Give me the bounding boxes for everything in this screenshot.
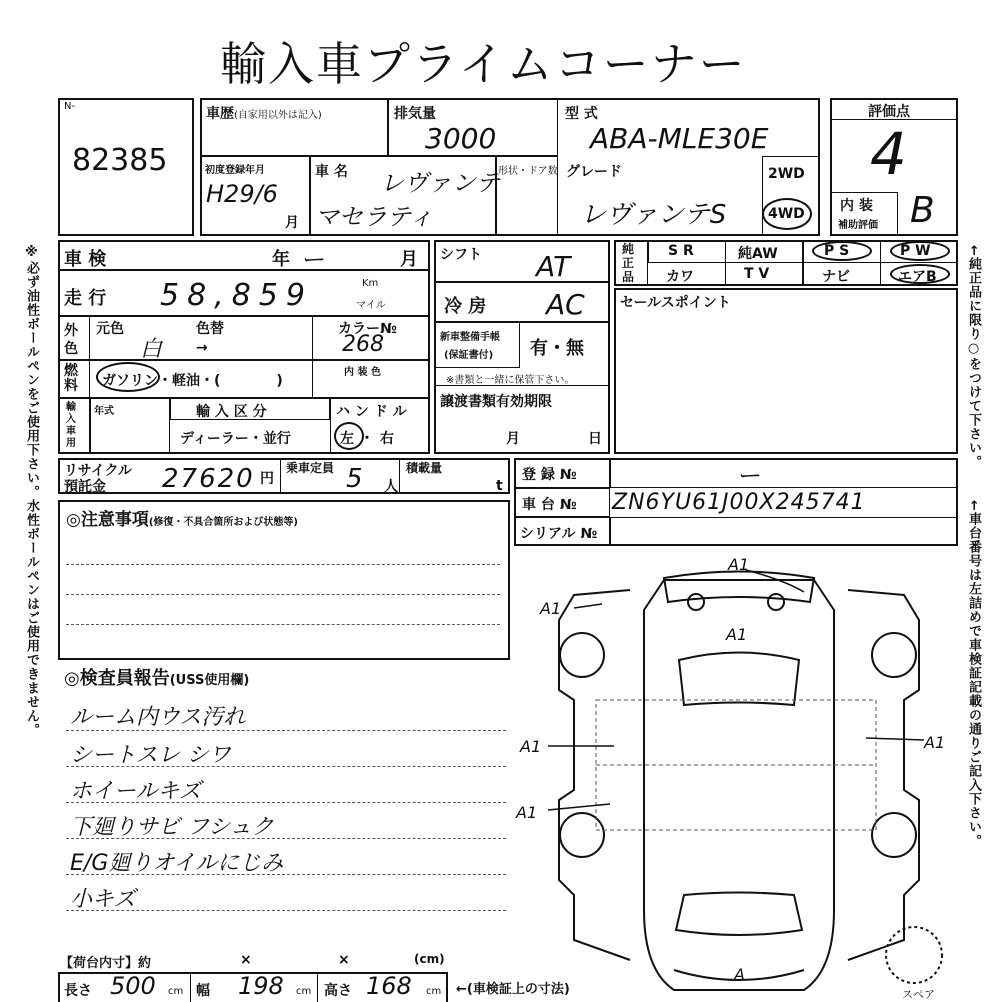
cargo-unit: (cm) [414,952,445,966]
car-name-value-2: マセラティ [315,203,434,231]
spare-label: スペア [902,988,935,1000]
recycle-label-1: リサイクル [64,463,133,479]
height-label: 高さ [324,983,352,999]
import-year-label: 年式 [94,406,114,417]
model-label: 型 式 [565,106,598,122]
sales-point-label: セールスポイント [620,295,731,311]
inspection-label: 車 検 [64,249,107,270]
right-vertical-note-2: ←車台番号は左詰めで車検証記載の通りご記入下さい。 [966,500,981,848]
orig-color-label: 元色 [96,321,124,337]
registration-label: 登 録 № [522,467,577,483]
import-label: 輸入車用 [66,402,76,449]
dims-note: ←(車検証上の寸法) [456,982,570,997]
report-line-3: ホイールキズ [70,779,202,804]
drive-circle [762,198,812,230]
color-arrow: → [196,340,208,356]
equip-aw: 純AW [738,246,778,262]
handle-value: 左・右 [340,431,400,447]
transfer-month: 月 [506,431,520,447]
mileage-unit-km: Km [362,278,379,289]
wheel-front-right [872,633,916,677]
inspection-mark: ー [300,246,324,274]
wheel-rear-left [560,813,604,857]
report-line-5: E/G廻りオイルにじみ [70,851,284,876]
report-line-2: シートスレ シワ [70,743,231,768]
maintenance-value: 有・無 [530,338,584,359]
equipment-label-3: 品 [622,270,635,284]
car-name-label: 車 名 [315,164,348,180]
drive-2wd: 2WD [768,166,805,182]
damage-mark-front-left: A1 [540,599,562,618]
transfer-label: 譲渡書類有効期限 [440,394,552,410]
maintenance-note: ※書類と一緒に保管下さい。 [446,375,575,386]
damage-mark-rear: A [734,965,745,984]
mileage-value: 58,859 [160,278,313,313]
recycle-value: 27620 [162,464,255,494]
fuel-circle [96,362,160,392]
maintenance-label-2: (保証書付) [444,350,494,361]
rear-window [676,893,802,936]
lot-prefix: N- [64,101,76,112]
report-line-6: 小キズ [70,887,136,912]
equip-navi: ナビ [822,269,850,285]
capacity-unit: 人 [384,479,398,495]
handle-circle [334,422,364,450]
registration-value: ー [736,462,760,490]
load-unit: t [496,478,503,494]
score-label: 評価点 [868,104,910,120]
capacity-label: 乗車定員 [286,461,335,475]
first-reg-value: H29/6 [206,180,278,208]
displacement-label: 排気量 [394,106,436,122]
width-unit: cm [296,986,312,997]
import-category-label: 輸 入 区 分 [196,404,267,420]
right-vertical-note-1: ←純正品に限り○をつけて下さい。 [966,245,981,469]
equip-leather: カワ [666,269,694,285]
maintenance-label-1: 新車整備手帳 [440,332,500,343]
report-title: ◎検査員報告(USS使用欄) [64,668,250,689]
spare-tire [886,927,942,983]
damage-mark-left: A1 [520,737,542,756]
capacity-value: 5 [346,464,363,494]
cargo-x2: × [338,952,350,968]
fuel-label: 燃料 [64,363,78,394]
left-vertical-note: ※必ず油性ボールペンをご使用下さい。水性ボールペンはご使用できません。 [24,245,39,737]
color-no-label: カラー№ [338,321,397,337]
wheel-rear-right [872,813,916,857]
serial-label: シリアル № [520,526,598,542]
interior-color-label: 内 装 色 [344,367,381,378]
chassis-label: 車 台 № [522,497,577,513]
interior-score-label-1: 内 装 [840,198,873,214]
front-bumper [664,572,814,603]
handle-label: ハ ン ド ル [336,404,407,420]
score-value: 4 [870,120,907,188]
transfer-day: 日 [588,431,602,447]
fuel-options: ガソリン・軽油・( ) [102,373,283,389]
height-unit: cm [426,986,442,997]
drive-4wd: 4WD [768,206,805,222]
left-side-panel [559,590,630,960]
damage-mark-right: A1 [924,733,946,752]
height-value: 168 [366,972,412,1000]
color-no-value: 268 [342,332,384,357]
width-value: 198 [238,972,284,1000]
equip-tv: T V [744,266,770,282]
right-side-panel [848,590,919,960]
notes-title: ◎注意事項(修復・不具合箇所および状態等) [66,510,298,530]
change-color-label: 色替 [196,321,224,337]
equip-pw-circle [890,241,950,261]
equip-ps-circle [812,241,872,261]
aircon-value: AC [546,288,585,321]
shift-value: AT [536,250,571,283]
first-reg-unit: 月 [285,215,299,231]
equip-airbag-circle [890,264,950,284]
equipment-label-2: 正 [622,256,635,270]
exterior-color-label: 外色 [64,323,78,357]
grade-value: レヴァンテS [580,200,727,230]
cargo-x1: × [240,952,252,968]
equip-sr: S R [668,243,694,259]
shift-label: シフト [440,247,482,263]
equipment-label-1: 純 [622,242,635,256]
windshield [679,653,799,706]
interior-score-value: B [910,190,935,231]
length-value: 500 [110,972,156,1000]
damage-mark-front: A1 [728,555,750,574]
cargo-label: 【荷台内寸】約 [60,956,152,971]
recycle-unit: 円 [260,471,274,487]
width-label: 幅 [196,983,210,999]
load-label: 積載量 [406,461,443,475]
damage-mark-hood: A1 [726,625,748,644]
car-diagram [514,550,958,1000]
mileage-unit-mile: マイル [356,300,386,311]
equip-airbag: エアB [898,269,937,285]
equip-pw: P W [900,243,931,259]
body-shape-label: 形状・ドア数 [498,166,558,177]
mileage-label: 走 行 [64,288,107,309]
lot-number: 82385 [72,143,168,178]
grade-label: グレード [566,164,622,180]
damage-mark-rear-left: A1 [516,803,538,822]
interior-score-label-2: 補助評価 [838,220,878,231]
import-category-value: ディーラー・並行 [180,431,291,447]
sales-point-box [614,288,958,454]
report-line-1: ルーム内ウス汚れ [70,705,246,730]
length-unit: cm [168,986,184,997]
equip-ps: P S [824,243,850,259]
history-label: 車歴(自家用以外は記入) [206,106,322,122]
orig-color-value: 白 [140,337,163,362]
inspection-month-unit: 月 [400,249,418,270]
wheel-front-left [560,633,604,677]
length-label: 長さ [64,983,92,999]
report-line-4: 下廻りサビ フシュク [70,815,274,840]
aircon-label: 冷 房 [444,296,487,317]
model-value: ABA-MLE30E [590,122,769,155]
chassis-value: ZN6YU61J00X245741 [612,490,866,515]
inspection-year-unit: 年 [272,249,290,270]
first-reg-label: 初度登録年月 [205,165,265,176]
page-title: 輸入車プライムコーナー [220,37,747,91]
displacement-value: 3000 [425,122,497,155]
car-name-value-1: レヴァンテ [380,169,500,197]
recycle-label-2: 預託金 [64,479,106,495]
